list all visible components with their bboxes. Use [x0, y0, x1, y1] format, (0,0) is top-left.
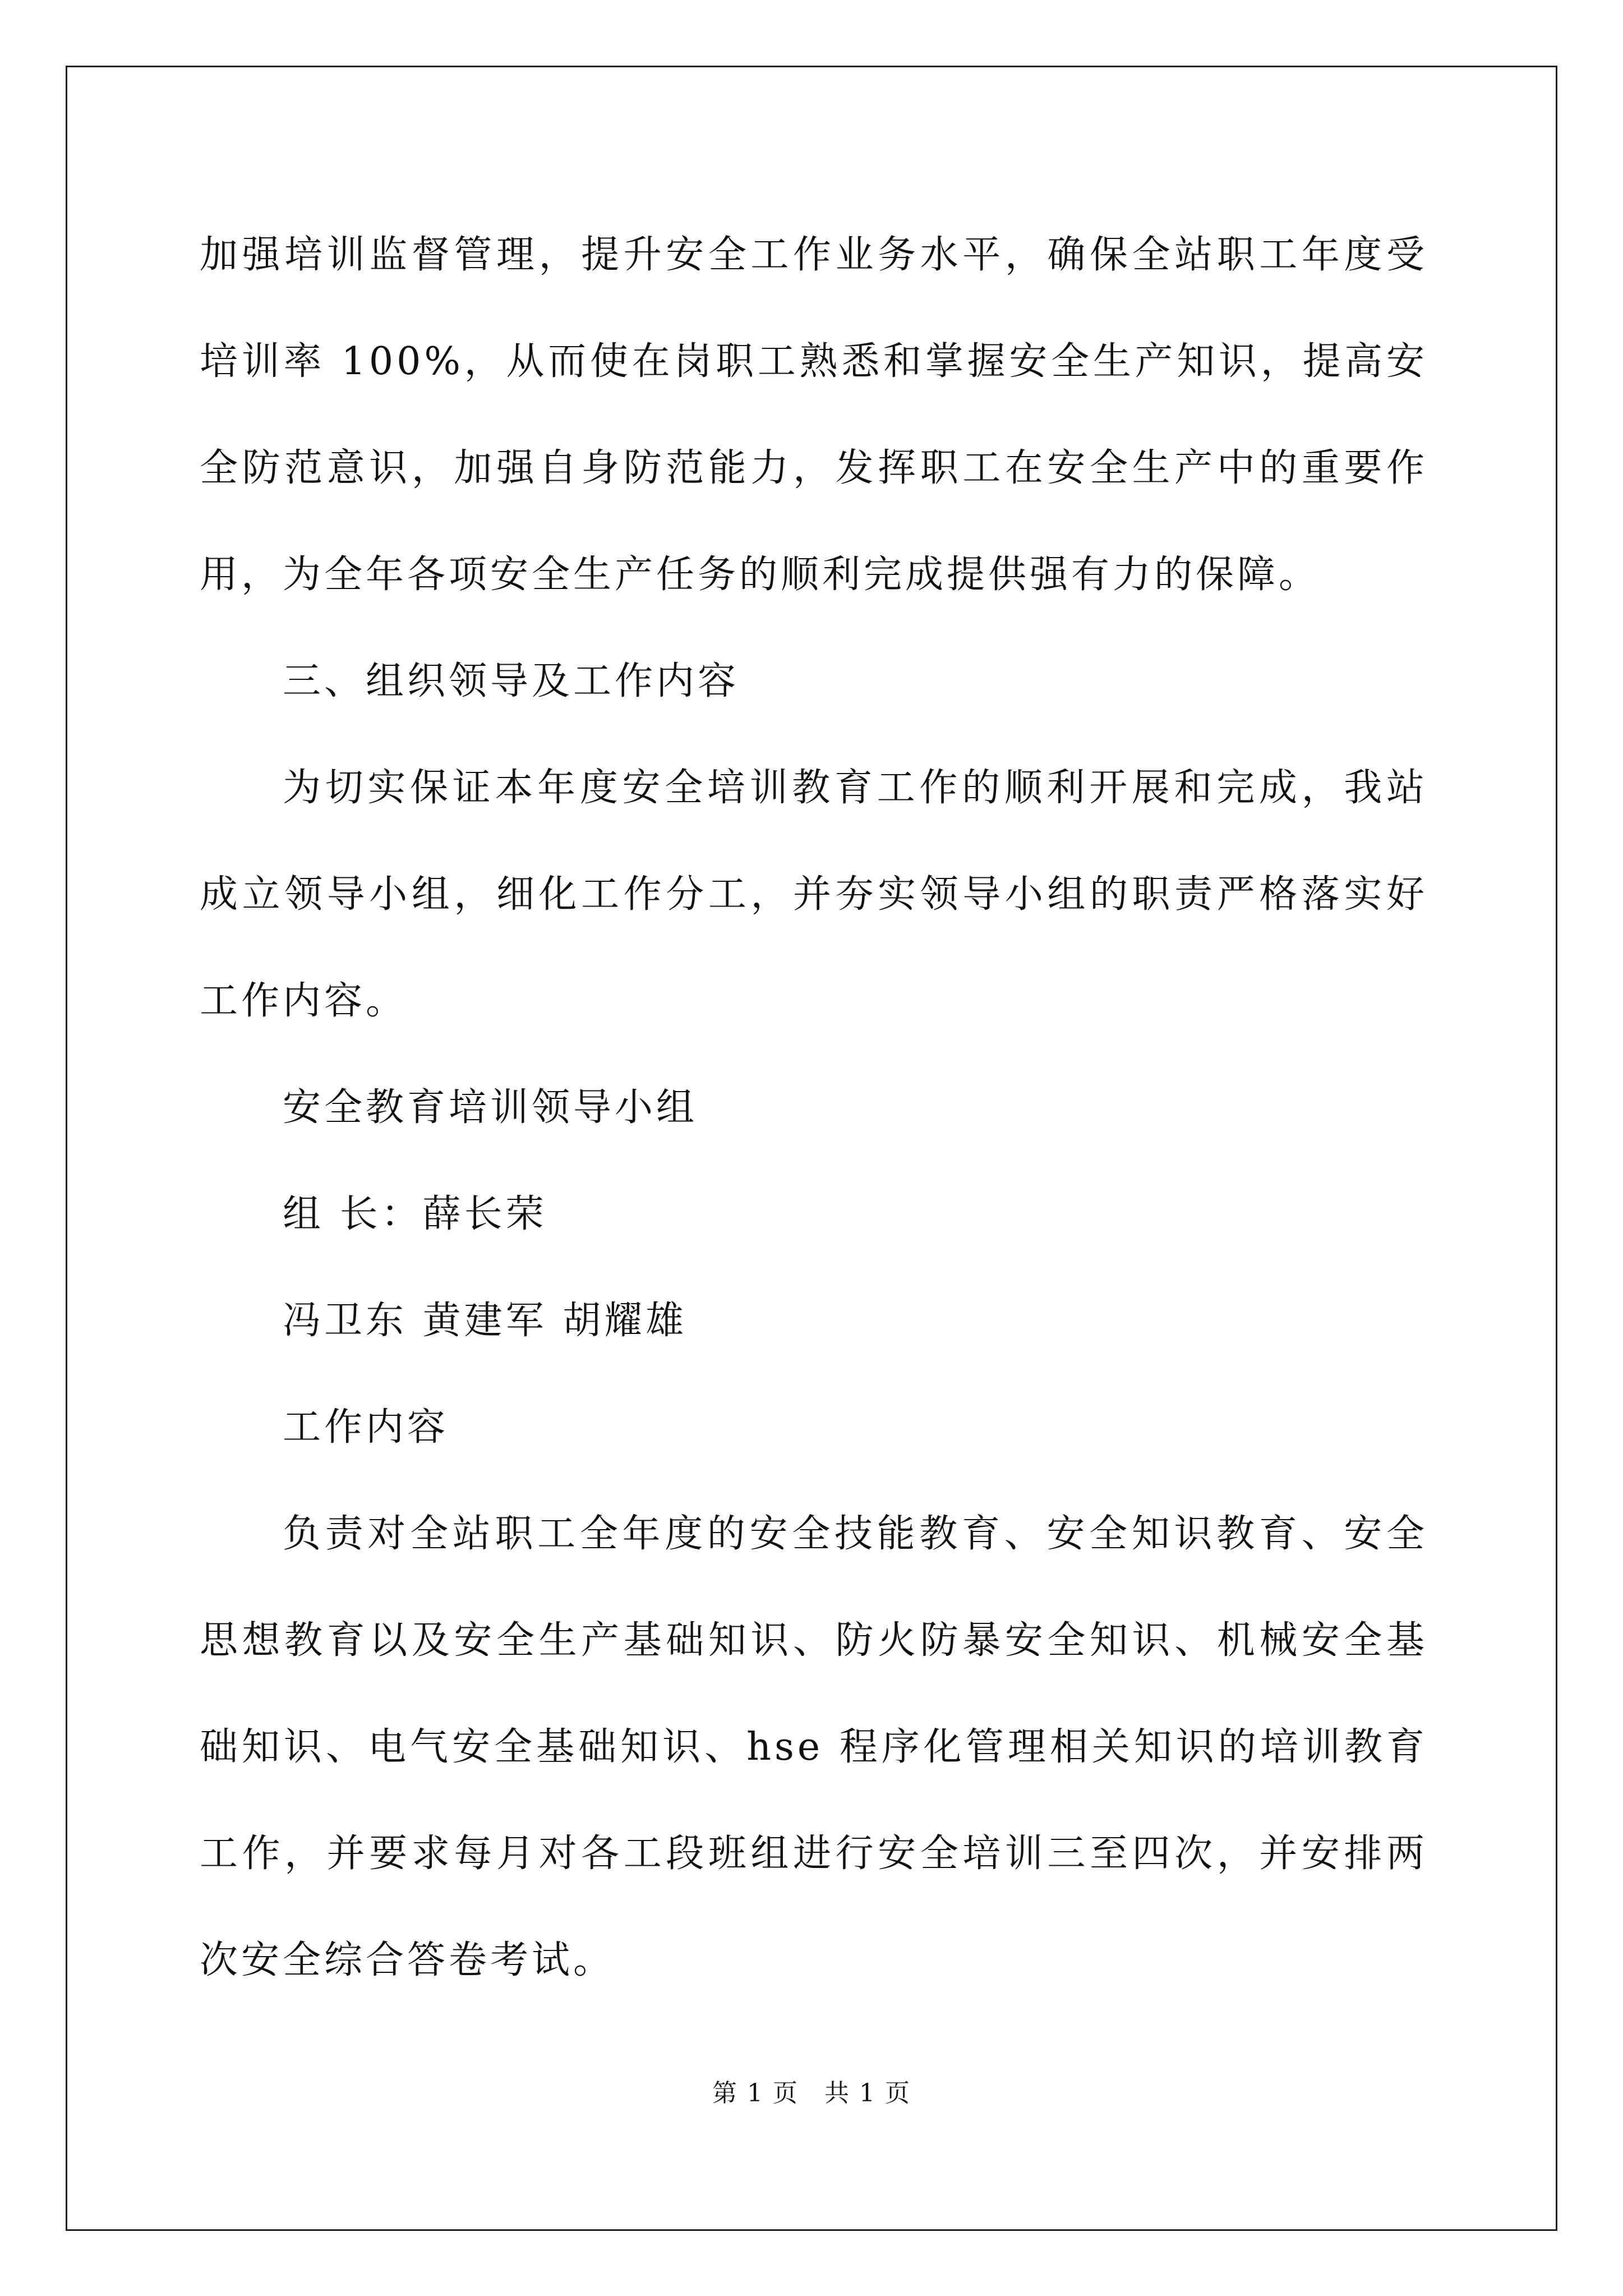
- page-number-footer: 第 1 页 共 1 页: [712, 2079, 911, 2108]
- group-leader: 组 长：薛长荣: [283, 1192, 547, 1236]
- group-members: 冯卫东 黄建军 胡耀雄: [283, 1299, 688, 1343]
- document-body: [200, 202, 1428, 2014]
- group-title: 安全教育培训领导小组: [283, 1085, 698, 1130]
- paragraph-training-goals: 加强培训监督管理，提升安全工作业务水平，确保全站职工年度受培训率 100%，从而使在岗职工熟悉和掌握安全生产知识，提高安全防范意识，加强自身防范能力，发挥职工在安全生产中的重要作用，为全年各项安全生产任务的顺利完成提供强有力的保障。: [200, 233, 1428, 597]
- section-heading-organization: 三、组织领导及工作内容: [283, 659, 740, 703]
- paragraph-leadership-group: 为切实保证本年度安全培训教育工作的顺利开展和完成，我站成立领导小组，细化工作分工，并夯实领导小组的职责严格落实好工作内容。: [200, 766, 1428, 1023]
- paragraph-work-content: 负责对全站职工全年度的安全技能教育、安全知识教育、安全思想教育以及安全生产基础知识、防火防暴安全知识、机械安全基础知识、电气安全基础知识、hse 程序化管理相关知识的培训教育工作，并要求每月对各工段班组进行安全培训三至四次，并安排两次安全综合答卷考试。: [200, 1512, 1428, 1982]
- work-content-heading: 工作内容: [283, 1405, 449, 1450]
